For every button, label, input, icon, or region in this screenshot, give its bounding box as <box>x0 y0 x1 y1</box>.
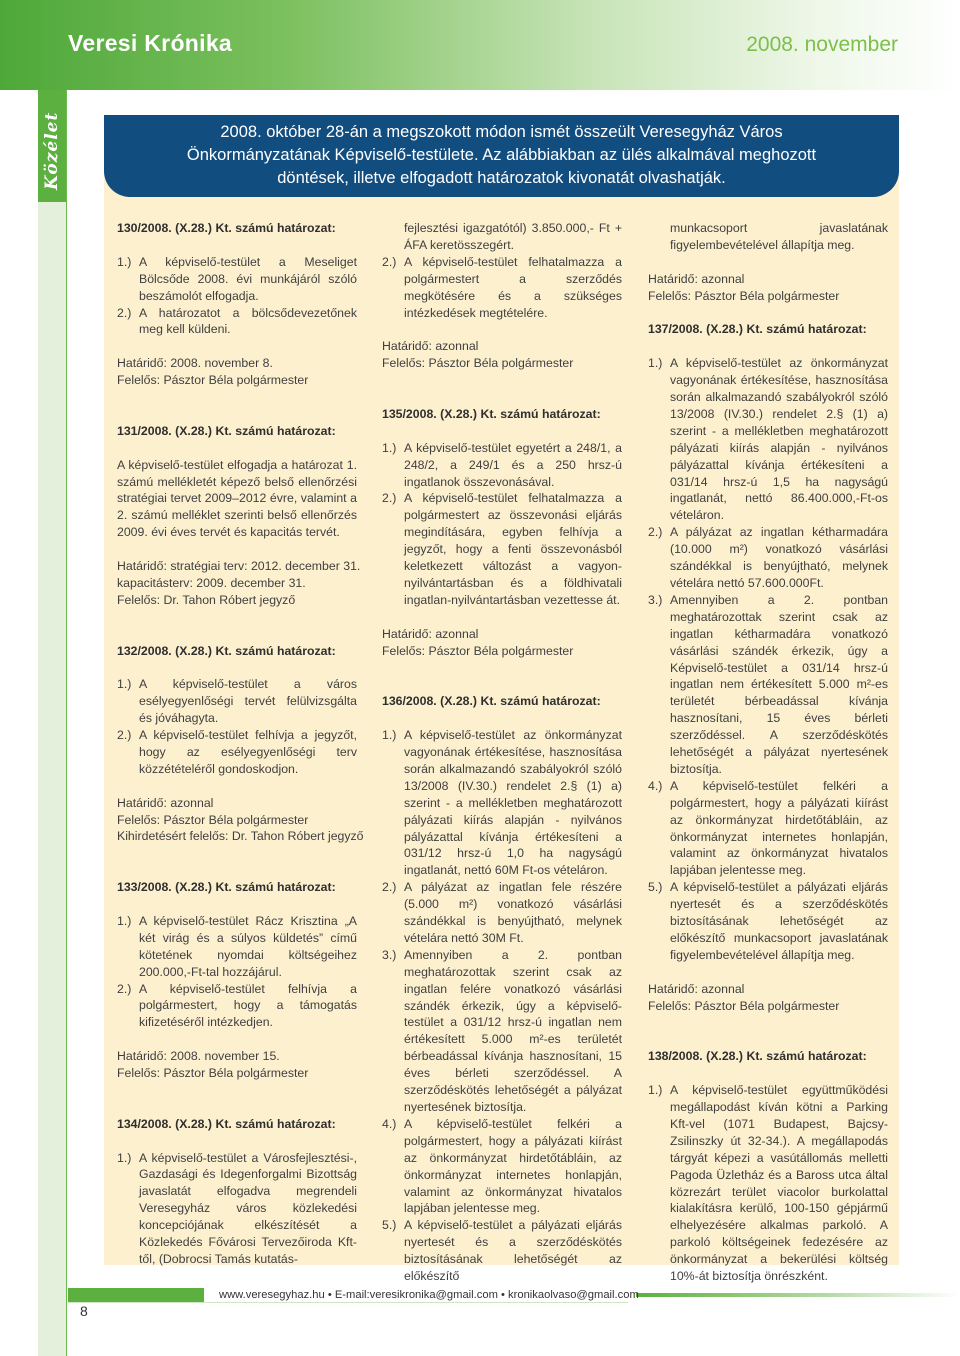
item-text: Amennyiben a 2. pontban meghatározottak szerint csak az ingatlan kétharmadára vonatkozó vásárlási szándék érkezik, úgy a Képviselő-testület a 031/14 hrsz-ú ingatlan nem értékesített 5.000 m²-es területét bérbeadással kívánja hasznosítani, 15 éves bérleti szerződéssel. A szerződéskötés lehetőségét a pályázat nyertesének biztosítja. <box>670 592 888 776</box>
item-number: 1.) <box>117 1150 132 1165</box>
resolution-item <box>382 1116 622 1217</box>
footer-contact: www.veresegyhaz.hu • E-mail:veresikronika@gmail.com • kronikaolvaso@gmail.com <box>219 1289 639 1301</box>
resolution-heading: 130/2008. (X.28.) Kt. számú határozat: <box>117 221 336 235</box>
item-text: A képviselő-testület a pályázati eljárás nyertesét és a szerződéskötés biztosításának lehetőségét az előkészítő munkacsoport javaslatának figyelembevételével állapítja meg. <box>670 880 888 962</box>
resolution-item <box>648 778 888 879</box>
item-text: A képviselő-testület felhívja a polgármestert, hogy a támogatás kifizetéséről intézkedjen. <box>139 981 357 1030</box>
resolution-text: A képviselő-testület elfogadja a határozat 1. számú mellékletét képező belső ellenőrzési stratégiai tervet 2009–2012 évre, valamint a 2. számú melléklet szerinti belső ellenőrzés 2009. évi éves tervét és kapacitás tervét. <box>117 457 357 540</box>
resolution-item <box>117 727 357 778</box>
resolution-item <box>382 1217 622 1285</box>
responsible: Kihirdetésért felelős: Dr. Tahon Róbert jegyző <box>117 829 364 844</box>
item-number: 3.) <box>648 592 663 607</box>
item-number: 1.) <box>382 728 397 743</box>
resolution-item <box>382 490 622 608</box>
item-text: A pályázat az ingatlan fele részére (5.000 m²) vonatkozó vásárlási szándékkal is benyújtható, melynek vételára nettó 30M Ft. <box>404 880 622 945</box>
item-text: A képviselő-testület felhatalmazza a polgármestert a szerződés megkötésére és a szükséges intézkedések megtételére. <box>404 254 622 320</box>
footer-accent-line <box>636 1293 960 1297</box>
item-text: A képviselő-testület egyetért a 248/1, a 248/2, a 249/1 és a 250 hrsz-ú ingatlanok összevonásával. <box>404 440 622 489</box>
deadline: Határidő: azonnal <box>382 339 479 354</box>
item-number: 1.) <box>648 356 663 371</box>
resolution-heading: 135/2008. (X.28.) Kt. számú határozat: <box>382 406 601 421</box>
deadline: Határidő: azonnal <box>648 271 745 286</box>
resolution-item <box>117 254 357 305</box>
intro-line: Önkormányzatának Képviselő-testülete. Az alábbiakban az ülés alkalmával meghozott <box>186 146 817 164</box>
item-text: A képviselő-testület a Városfejlesztési-, Gazdasági és Idegenforgalmi Bizottság javaslatát elfogadva megrendeli Veresegyház város közlekedési koncepciójának elkészítését a Közlekedés Fővárosi Tervezőiroda Kft-től, (Dobrocsi Tamás kutatás- <box>139 1150 357 1267</box>
item-text: A képviselő-testület együttműködési megállapodást kíván kötni a Parking Kft-vel (1071 Budapest, Bajcsy-Zsilinszky út 32-34.). A megállapodás tárgyát képezi a vasútállomás melletti Pagoda Üzletház és a Baross utca által közrezárt terület viacolor burkolattal kialakításra kerülő, 100-150 gépjármű elhelyezésére alkalmas parkoló. A parkoló költségeinek fedezésére az önkormányzat a bekerülési költség 10%-át biztosítja önrészként. <box>670 1083 888 1284</box>
item-text: Amennyiben a 2. pontban meghatározottak szerint csak az ingatlan felére vonatkozó vásárlási szándék érkezik, úgy a képviselő-testület a 031/12 hrsz-ú ingatlan nem értékesített 5.000 m²-es területét bérbeadással kívánja hasznosítani, 15 éves bérleti szerződéssel. A szerződéskötés lehetőségét a pályázat nyertesének biztosítja. <box>404 947 622 1114</box>
item-number: 2.) <box>382 880 397 895</box>
resolution-item <box>648 879 888 964</box>
footer-accent-bar <box>68 1288 204 1302</box>
column-3 <box>648 220 888 1285</box>
resolution-item <box>382 727 622 879</box>
resolution-heading: 137/2008. (X.28.) Kt. számú határozat: <box>648 322 867 337</box>
item-text: A képviselő-testület az önkormányzat vagyonának értékesítése, hasznosítása során alkalmazandó szabályokról szóló 13/2008 (IV.30.) rendelet 2.§ (1) a) szerint - a mellékletben meghatározott pályázati kiírás alapján - nyilvános pályázattal kívánja értékesíteni a 031/14 hrsz-ú 1,5 ha nagyságú ingatlanát, nettó 86.400.000,-Ft-os vételáron. <box>670 356 888 523</box>
responsible: Felelős: Pásztor Béla polgármester <box>117 1066 309 1081</box>
intro-line: döntések, illetve elfogadott határozatok kivonatát olvashatják. <box>277 169 726 187</box>
item-number: 1.) <box>117 254 132 269</box>
deadline: Határidő: 2008. november 15. <box>117 1049 280 1064</box>
item-number: 2.) <box>117 305 132 320</box>
deadline: kapacitásterv: 2009. december 31. <box>117 575 306 590</box>
resolution-item <box>382 879 622 947</box>
item-number: 2.) <box>117 728 132 743</box>
deadline: Határidő: stratégiai terv: 2012. december 31. <box>117 559 361 574</box>
item-number: 3.) <box>382 947 397 962</box>
page-number: 8 <box>80 1303 88 1319</box>
item-text: A képviselő-testület a Meseliget Bölcsőde 2008. évi munkájáról szóló beszámolót elfogadja. <box>139 254 357 303</box>
item-text: munkacsoport javaslatának figyelembevételével állapítja meg. <box>670 221 888 252</box>
resolution-item <box>648 592 888 778</box>
resolution-item <box>382 440 622 491</box>
intro-line: 2008. október 28-án a megszokott módon ismét összeült Veresegyház Város <box>220 123 783 141</box>
item-text: A képviselő-testület a város esélyegyenlőségi tervét felülvizsgálta és jóváhagyta. <box>139 677 357 726</box>
responsible: Felelős: Pásztor Béla polgármester <box>382 643 574 658</box>
deadline: Határidő: azonnal <box>382 626 479 641</box>
resolution-item <box>648 1082 888 1285</box>
responsible: Felelős: Pásztor Béla polgármester <box>117 373 309 388</box>
deadline: Határidő: 2008. november 8. <box>117 356 273 371</box>
resolution-heading: 131/2008. (X.28.) Kt. számú határozat: <box>117 423 336 438</box>
resolution-item <box>648 524 888 592</box>
resolution-item <box>117 981 357 1032</box>
responsible: Felelős: Pásztor Béla polgármester <box>648 998 840 1013</box>
item-number: 2.) <box>382 254 397 269</box>
item-text: A pályázat az ingatlan kétharmadára (10.000 m²) vonatkozó vásárlási szándékkal is benyújtható, melynek vételára nettó 57.600.000Ft. <box>670 525 888 590</box>
item-number: 1.) <box>648 1083 663 1098</box>
deadline: Határidő: azonnal <box>117 795 214 810</box>
item-number: 2.) <box>382 491 397 506</box>
deadline: Határidő: azonnal <box>648 981 745 996</box>
resolution-item <box>382 254 622 322</box>
item-text: A határozatot a bölcsődevezetőnek meg kell küldeni. <box>139 305 357 337</box>
item-text: A képviselő-testület felkéri a polgármestert, hogy a pályázati kiírást az önkormányzat hirdetőtábláin, az önkormányzat internetes honlapján, valamint az önkormányzat hivatalos lapjában jelentesse meg. <box>670 778 888 878</box>
item-text: A képviselő-testület az önkormányzat vagyonának értékesítése, hasznosítása során alkalmazandó szabályokról szóló 13/2008 (IV.30.) rendelet 2.§ (1) a) szerint - a mellékletben meghatározott pályázati kiírás alapján - nyilvános pályázattal kívánja értékesíteni a 031/12 hrsz-ú 1,0 ha nagyságú ingatlanát, nettó 60M Ft-os vételáron. <box>404 728 622 878</box>
item-text: A képviselő-testület felhívja a jegyzőt, hogy az esélyegyenlőségi terv közzétételéről gondoskodjon. <box>139 728 357 776</box>
resolution-item-continued <box>648 220 888 254</box>
resolution-item <box>117 1150 357 1268</box>
responsible: Felelős: Pásztor Béla polgármester <box>382 356 574 371</box>
item-text: fejlesztési igazgatótól) 3.850.000,- Ft + ÁFA keretösszegért. <box>404 221 622 252</box>
item-number: 5.) <box>648 880 663 895</box>
item-number: 2.) <box>117 981 132 996</box>
responsible: Felelős: Pásztor Béla polgármester <box>117 812 309 827</box>
publication-title: Veresi Krónika <box>68 30 233 56</box>
issue-date: 2008. november <box>746 33 898 56</box>
item-text: A képviselő-testület a pályázati eljárás nyertesét és a szerződéskötés biztosításának lehetőségét az előkészítő <box>404 1218 622 1284</box>
item-text: A képviselő-testület felkéri a polgármestert, hogy a pályázati kiírást az önkormányzat hirdetőtábláin, az önkormányzat internetes honlapján, valamint az önkormányzat hivatalos lapjában jelentesse meg. <box>404 1116 622 1216</box>
item-text: A képviselő-testület felhatalmazza a polgármestert az összevonási eljárás megindítására, egyben felhívja a jegyzőt, hogy a fenti összevonásból keletkezett változást a vagyon-nyilvántartásban és a földhivatali ingatlan-nyilvántartásban vezettesse át. <box>404 491 622 607</box>
resolution-item <box>117 305 357 339</box>
item-number: 4.) <box>648 778 663 793</box>
resolution-item <box>382 947 622 1116</box>
footer-divider <box>68 1302 628 1303</box>
responsible: Felelős: Dr. Tahon Róbert jegyző <box>117 592 296 607</box>
resolution-heading: 133/2008. (X.28.) Kt. számú határozat: <box>117 880 336 895</box>
item-number: 2.) <box>648 525 663 540</box>
resolution-heading: 132/2008. (X.28.) Kt. számú határozat: <box>117 643 336 658</box>
item-number: 1.) <box>117 913 132 928</box>
section-label: Közélet <box>42 111 62 190</box>
resolution-item <box>648 355 888 524</box>
responsible: Felelős: Pásztor Béla polgármester <box>648 288 840 303</box>
resolution-heading: 138/2008. (X.28.) Kt. számú határozat: <box>648 1049 867 1064</box>
item-number: 1.) <box>382 440 397 455</box>
side-bar <box>38 90 66 1356</box>
resolution-heading: 136/2008. (X.28.) Kt. számú határozat: <box>382 694 601 709</box>
intro-banner <box>104 115 899 197</box>
item-number: 5.) <box>382 1218 397 1233</box>
side-divider <box>66 90 67 1356</box>
column-2 <box>382 220 622 1285</box>
column-1 <box>117 220 364 1268</box>
item-number: 4.) <box>382 1116 397 1131</box>
item-text: A képviselő-testület Rácz Krisztina „A két virág és a súlyos küldetés” című kötetének nyomdai költségeihez 200.000,-Ft-tal hozzájárul. <box>139 913 357 979</box>
resolution-item <box>117 676 357 727</box>
resolution-item <box>117 913 357 981</box>
item-number: 1.) <box>117 677 132 692</box>
resolution-heading: 134/2008. (X.28.) Kt. számú határozat: <box>117 1116 336 1131</box>
resolution-item-continued <box>382 220 622 254</box>
